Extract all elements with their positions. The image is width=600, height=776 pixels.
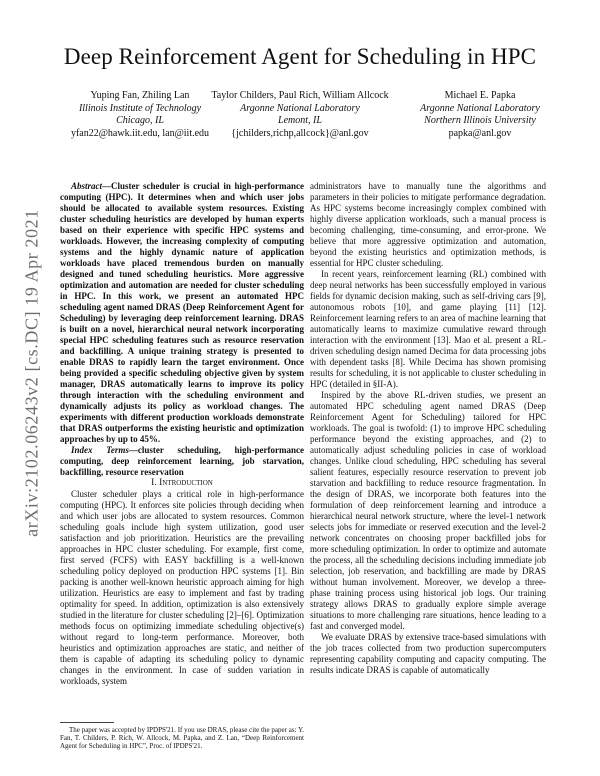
author-affiliation: Illinois Institute of Technology bbox=[78, 102, 202, 114]
paper-title: Deep Reinforcement Agent for Scheduling in HPC bbox=[63, 44, 537, 69]
index-terms-text: —cluster scheduling, high-performance computing, deep reinforcement learning, job starvation, backfilling, resource reservation bbox=[60, 445, 304, 477]
abstract-label: Abstract bbox=[71, 181, 103, 191]
footnote-text: The paper was accepted by IPDPS'21. If you use DRAS, please cite the paper as: Y. Fan, T. Childers, P. Rich, W. Allcock, M. Papka, and Z. Lan, “Deep Reinforcement Agent for Scheduling in HPC”, Proc. of IPDPS'21. bbox=[60, 726, 304, 751]
author-names: Yuping Fan, Zhiling Lan bbox=[90, 90, 190, 101]
author-names: Michael E. Papka bbox=[444, 90, 516, 101]
author-email[interactable]: papka@anl.gov bbox=[448, 127, 512, 139]
left-column bbox=[60, 181, 304, 687]
author-email[interactable]: {jchilders,richp,allcock}@anl.gov bbox=[231, 127, 369, 139]
abstract-text: —Cluster scheduler is crucial in high-performance computing (HPC). It determines when and which user jobs should be allocated to available system resources. Existing cluster scheduling heuristics are developed by human experts based on their experience with specific HPC systems and workloads. However, the increasing complexity of computing systems and the highly dynamic nature of application workloads have placed tremendous burden on manually designed and tuned scheduling heuristics. More aggressive optimization and automation are needed for cluster scheduling in HPC. In this work, we present an automated HPC scheduling agent named DRAS (Deep Reinforcement Agent for Scheduling) by leveraging deep reinforcement learning. DRAS is built on a novel, hierarchical neural network incorporating special HPC scheduling features such as resource reservation and backfilling. A unique training strategy is presented to enable DRAS to rapidly learn the target environment. Once being provided a specific scheduling objective given by system manager, DRAS automatically learns to improve its policy through interaction with the scheduling environment and dynamically adjusts its policy as workload changes. The experiments with different production workloads demonstrate that DRAS outperforms the existing heuristic and optimization approaches by up to 45%. bbox=[60, 181, 304, 444]
index-terms-label: Index Terms bbox=[71, 445, 129, 455]
footnote-rule bbox=[60, 722, 114, 723]
author-location: Chicago, IL bbox=[116, 115, 164, 126]
body-paragraph: administrators have to manually tune the algorithms and parameters in their policies to mitigate performance degradation. As HPC systems become increasingly complex combined with highly diverse application workloads, such a manual process is becoming challenging, time-consuming, and error-prone. We believe that more aggressive optimization and automation, beyond the existing heuristics and optimization methods, is essential for HPC cluster scheduling. bbox=[310, 181, 546, 268]
author-location: Lemont, IL bbox=[278, 115, 322, 126]
author-names: Taylor Childers, Paul Rich, William Allcock bbox=[211, 90, 389, 101]
author-email[interactable]: yfan22@hawk.iit.edu, lan@iit.edu bbox=[70, 127, 210, 139]
arxiv-sidebar bbox=[20, 0, 44, 776]
author-location: Northern Illinois University bbox=[424, 115, 536, 126]
footnote bbox=[60, 726, 304, 751]
intro-paragraph: Cluster scheduler plays a critical role in high-performance computing (HPC). It enforces site policies through deciding when and which user jobs are allocated to system resources. Common scheduling goals include high system utilization, good user satisfaction and job prioritization. Heuristics are the prevailing approaches in HPC cluster scheduling. For example, first come, first served (FCFS) with EASY backfilling is a well-known scheduling policy deployed on production HPC systems [1]. Bin packing is another well-known heuristic approach aiming for high utilization. Heuristics are easy to implement and fast by trading optimality for speed. In addition, optimization is also extensively studied in the literature for cluster scheduling [2]–[6]. Optimization methods focus on optimizing immediate scheduling objective(s) without regard to long-term performance. Moreover, both heuristics and optimization approaches are static, and neither of them is capable of adapting its scheduling policy to dynamic changes in the environment. In case of sudden variation in workloads, system bbox=[60, 489, 304, 686]
author-affiliation: Argonne National Laboratory bbox=[420, 102, 540, 114]
author-block-2 bbox=[200, 90, 400, 140]
author-affiliation: Argonne National Laboratory bbox=[240, 102, 360, 114]
arxiv-identifier: arXiv:2102.06243v2 [cs.DC] 19 Apr 2021 bbox=[21, 209, 42, 537]
body-paragraph: We evaluate DRAS by extensive trace-based simulations with the job traces collected from two production supercomputers representing capability computing and capacity computing. The results indicate DRAS is capable of automatically bbox=[310, 632, 546, 675]
author-block-3 bbox=[390, 90, 570, 140]
right-column bbox=[310, 181, 546, 676]
author-block-1 bbox=[60, 90, 220, 140]
index-terms bbox=[60, 445, 304, 478]
body-paragraph: Inspired by the above RL-driven studies, we present an automated HPC scheduling agent named DRAS (Deep Reinforcement Agent for Scheduling) tailored for HPC workloads. The goal is twofold: (1) to improve HPC scheduling performance beyond the existing approaches, and (2) to automatically adjust scheduling policies in case of workload changes. Unlike cloud scheduling, HPC scheduling has several salient features, especially resource reservation to prevent job starvation and backfilling to reduce resource fragmentation. In the design of DRAS, we incorporate both features into the formulation of deep reinforcement learning and introduce a hierarchical neural network structure, where the level-1 network selects jobs for immediate or reserved execution and the level-2 network concentrates on choosing proper backfilled jobs for more scheduling optimization. In order to optimize and automate the process, all the scheduling decisions including immediate job selection, job reservation, and backfilling are made by DRAS without human involvement. Moreover, we develop a three-phase training process using historical job logs. Our training strategy allows DRAS to gradually explore simple average situations to more challenging rare situations, hence leading to a fast and converged model. bbox=[310, 390, 546, 631]
body-paragraph: In recent years, reinforcement learning (RL) combined with deep neural networks has been successfully employed in various fields for dynamic decision making, such as self-driving cars [9], autonomous robots [10], and game playing [11] [12]. Reinforcement learning refers to an area of machine learning that automatically learns to maximize cumulative reward through interaction with the environment [13]. Mao et al. present a RL-driven scheduling design named Decima for data processing jobs with dependent tasks [8]. While Decima has shown promising results for scheduling, it is not applicable to cluster scheduling in HPC (detailed in §II-A). bbox=[310, 269, 546, 389]
abstract bbox=[60, 181, 304, 445]
section-heading-introduction: I. Introduction bbox=[151, 478, 213, 488]
